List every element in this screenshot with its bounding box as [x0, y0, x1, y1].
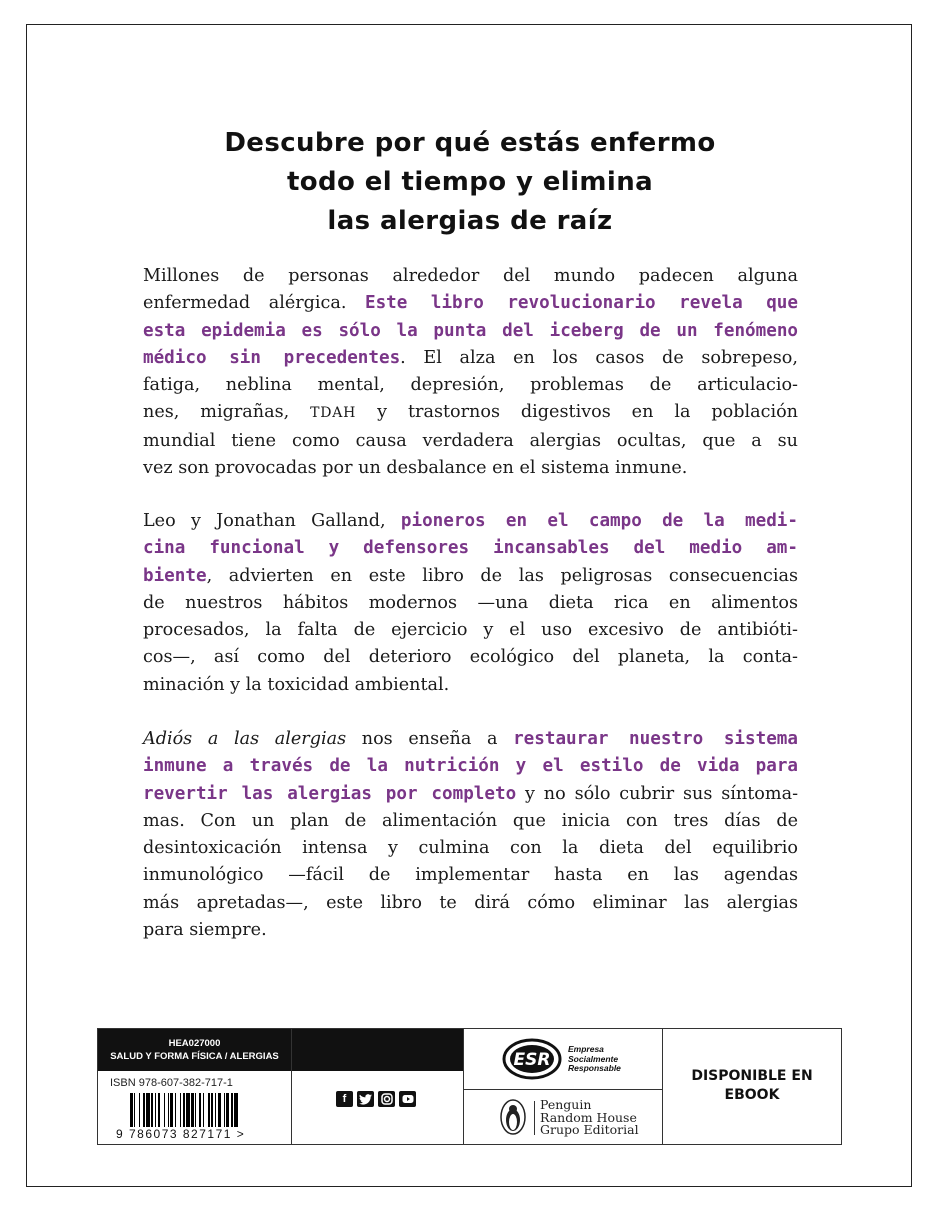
text-run: . El alza en los casos de sobrepeso, — [400, 347, 798, 368]
esr-line: Empresa — [568, 1044, 604, 1054]
text-line: fatiga, neblina mental, depresión, problemas de articulacio- — [143, 375, 798, 396]
ebook-line: DISPONIBLE EN — [691, 1068, 813, 1084]
text-line: Millones de personas alrededor del mundo padecen alguna — [143, 266, 798, 286]
penguin-icon — [500, 1099, 526, 1135]
isbn-text: ISBN 978-607-382-717-1 — [110, 1077, 233, 1089]
barcode-panel — [98, 1029, 292, 1144]
text-line — [143, 563, 798, 590]
barcode-digits: 9 786073 827171 > — [116, 1127, 246, 1141]
text-line — [143, 726, 798, 753]
text-line: cos—, así como del deterioro ecológico del planeta, la conta- — [143, 647, 798, 668]
footer-strip — [97, 1028, 842, 1145]
headline-line: Descubre por qué estás enfermo — [224, 128, 716, 158]
text-line — [143, 781, 798, 808]
category-name: SALUD Y FORMA FÍSICA / ALERGIAS — [110, 1051, 279, 1062]
text-line: vez son provocadas por un desbalance en el sistema inmune. — [143, 458, 688, 479]
text-line — [143, 399, 798, 427]
publisher-line: Random House — [540, 1109, 637, 1125]
prh-logo — [464, 1089, 663, 1144]
text-line: desintoxicación intensa y culmina con la dieta del equilibrio — [143, 838, 798, 859]
text-run: y no sólo cubrir sus síntoma- — [516, 783, 799, 804]
ebook-panel — [663, 1029, 841, 1144]
instagram-icon[interactable] — [378, 1091, 395, 1107]
category-label — [98, 1029, 291, 1071]
category-code: HEA027000 — [168, 1038, 221, 1049]
publisher-line: Grupo Editorial — [540, 1122, 639, 1137]
acronym: TDAH — [310, 405, 357, 422]
text-line: minación y la toxicidad ambiental. — [143, 674, 450, 695]
twitter-icon[interactable] — [357, 1091, 374, 1107]
highlight-text: Este libro revolucionario revela que — [364, 293, 798, 314]
text-line: para siempre. — [143, 920, 267, 941]
text-line: de nuestros hábitos modernos —una dieta rica en alimentos — [143, 592, 798, 613]
social-panel — [292, 1029, 464, 1144]
text-line — [143, 290, 798, 317]
text-run: enfermedad alérgica. — [143, 293, 365, 314]
highlight-text: biente — [143, 565, 207, 586]
highlight-text: pioneros en el campo de la medi- — [400, 511, 798, 531]
ebook-notice — [663, 1067, 841, 1105]
youtube-icon[interactable] — [399, 1091, 416, 1107]
highlight-text: esta epidemia es sólo la punta del iceberg de un fenómeno — [143, 320, 798, 341]
text-line: inmunológico —fácil de implementar hasta en las agendas — [143, 865, 798, 886]
esr-label — [568, 1045, 621, 1074]
black-bar — [292, 1029, 463, 1071]
publisher-line: Penguin — [540, 1097, 592, 1112]
logo-divider — [534, 1101, 535, 1135]
highlight-text: médico sin precedentes — [143, 347, 401, 368]
text-line: procesados, la falta de ejercicio y el uso excesivo de antibióti- — [143, 620, 798, 641]
paragraph-2 — [143, 508, 798, 699]
text-line — [143, 508, 798, 535]
text-line: mundial tiene como causa verdadera alergias ocultas, que a su — [143, 430, 798, 451]
ebook-line: EBOOK — [724, 1087, 780, 1103]
text-run: nos enseña a — [346, 729, 514, 749]
svg-text:ESR: ESR — [513, 1050, 551, 1070]
headline-line: todo el tiempo y elimina — [286, 167, 654, 197]
esr-logo-icon — [502, 1038, 562, 1080]
esr-line: Socialmente — [568, 1053, 619, 1064]
barcode-bar — [238, 1093, 239, 1127]
text-line — [143, 345, 798, 372]
text-line: más apretadas—, este libro te dirá cómo eliminar las alergias — [143, 892, 798, 913]
esr-line: Responsable — [568, 1063, 621, 1073]
text-run: , advierten en este libro de las peligrosas consecuencias — [206, 565, 798, 586]
headline — [0, 124, 940, 241]
highlight-text: restaurar nuestro sistema — [513, 729, 798, 749]
paragraph-3 — [143, 726, 798, 944]
highlight-text: revertir las alergias por completo — [143, 783, 517, 804]
publisher-panel — [464, 1029, 663, 1144]
social-icons — [336, 1091, 416, 1107]
book-title: Adiós a las alergias — [143, 729, 347, 749]
text-run: nes, migrañas, — [143, 402, 311, 423]
highlight-text: inmune a través de la nutrición y el estilo de vida para — [143, 756, 798, 777]
highlight-text: cina funcional y defensores incansables del medio am- — [143, 538, 798, 559]
text-run: y trastornos digestivos en la población — [356, 402, 798, 423]
text-line: mas. Con un plan de alimentación que inicia con tres días de — [143, 810, 798, 831]
esr-badge — [464, 1029, 663, 1090]
facebook-icon[interactable]: f — [336, 1091, 353, 1107]
text-run: Leo y Jonathan Galland, — [143, 511, 401, 531]
publisher-name — [540, 1099, 639, 1137]
paragraph-1 — [143, 263, 798, 482]
barcode-image — [130, 1093, 270, 1127]
headline-line: las alergias de raíz — [327, 206, 613, 236]
